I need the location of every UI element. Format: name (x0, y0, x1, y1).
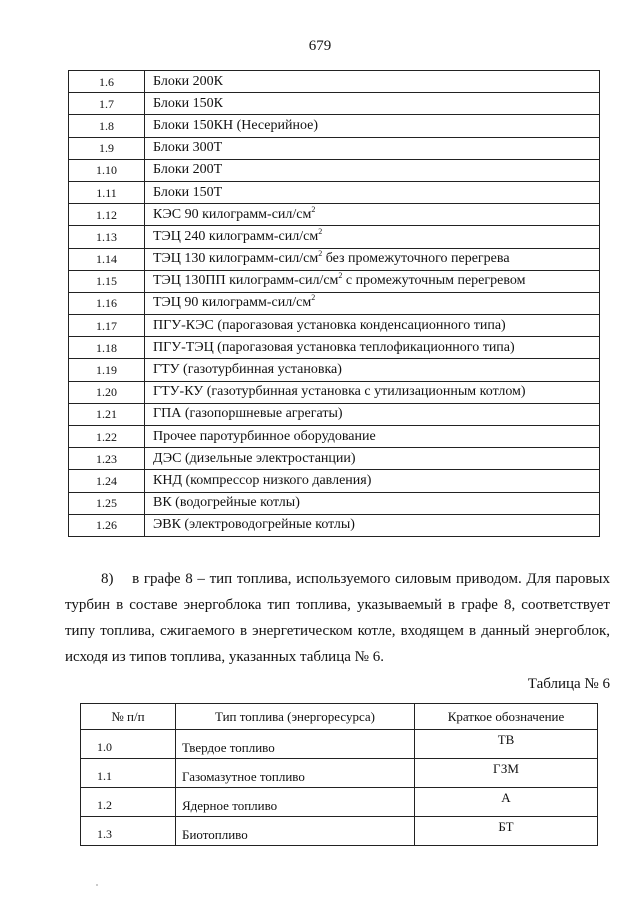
table-caption: Таблица № 6 (527, 676, 610, 692)
column-header-number: № п/п (81, 704, 176, 730)
row-name-cell (145, 292, 600, 314)
table-row (81, 817, 598, 846)
fuel-abbreviation: ТВ (415, 730, 598, 759)
paragraph-item-8 (65, 566, 610, 670)
superscript: 2 (318, 249, 323, 259)
paragraph-text: в графе 8 – тип топлива, используемого силовым приводом. Для паровых турбин в составе энергоблока тип топлива, указываемый в графе 8, соответствует типу топлива, сжигаемого в энергетическом котле, входящем в данный энергоблок, исходя из типов топлива, указанных таблица № 6. (65, 571, 611, 665)
table-row (81, 788, 598, 817)
row-name: Блоки 150Т (153, 184, 223, 200)
table-row (69, 292, 600, 314)
row-name-cell (145, 204, 600, 226)
row-name-cell (145, 426, 600, 448)
row-name: ЭВК (электроводогрейные котлы) (153, 517, 355, 533)
column-header-fuel-type: Тип топлива (энергоресурса) (176, 704, 415, 730)
equipment-type-table (68, 70, 600, 537)
row-number: 1.20 (69, 381, 145, 403)
paragraph-number: 8) (101, 571, 114, 587)
row-name: ТЭЦ 240 килограмм-сил/см (153, 228, 319, 244)
row-name: Блоки 200К (153, 73, 223, 89)
row-name-cell (145, 93, 600, 115)
row-name-cell (145, 492, 600, 514)
table-row (69, 270, 600, 292)
row-number: 1.22 (69, 426, 145, 448)
superscript: 2 (311, 293, 316, 303)
row-name: КНД (компрессор низкого давления) (153, 472, 372, 488)
row-name: Блоки 150К (153, 95, 223, 111)
row-name: Блоки 150КН (Несерийное) (153, 117, 319, 133)
fuel-type-name: Биотопливо (176, 817, 415, 846)
table-row (69, 337, 600, 359)
table-row (69, 403, 600, 425)
row-number: 1.23 (69, 448, 145, 470)
table-row (69, 470, 600, 492)
row-name: КЭС 90 килограмм-сил/см (153, 206, 312, 222)
row-number: 1.0 (81, 730, 176, 759)
row-number: 1.9 (69, 137, 145, 159)
row-name: ДЭС (дизельные электростанции) (153, 450, 356, 466)
table-row (69, 514, 600, 536)
row-name-rest: без промежуточного перегрева (322, 251, 510, 267)
table-row (69, 181, 600, 203)
row-name-cell (145, 137, 600, 159)
table-row (69, 115, 600, 137)
row-number: 1.15 (69, 270, 145, 292)
row-name: Блоки 200Т (153, 162, 223, 178)
table-row (69, 492, 600, 514)
row-number: 1.3 (81, 817, 176, 846)
row-number: 1.11 (69, 181, 145, 203)
row-number: 1.2 (81, 788, 176, 817)
row-name-cell (145, 315, 600, 337)
fuel-abbreviation: А (415, 788, 598, 817)
row-number: 1.12 (69, 204, 145, 226)
row-name-cell (145, 181, 600, 203)
table-row (69, 93, 600, 115)
row-number: 1.7 (69, 93, 145, 115)
row-name: ГПА (газопоршневые агрегаты) (153, 406, 343, 422)
table-row (69, 204, 600, 226)
superscript: 2 (338, 271, 343, 281)
row-name-cell (145, 381, 600, 403)
row-number: 1.19 (69, 359, 145, 381)
fuel-type-table (80, 703, 598, 846)
table-row (69, 226, 600, 248)
row-name: ГТУ (газотурбинная установка) (153, 362, 342, 378)
fuel-abbreviation: ГЗМ (415, 759, 598, 788)
scan-speck (96, 884, 98, 886)
page-number: 679 (308, 38, 332, 54)
row-name-cell (145, 514, 600, 536)
table-row (69, 71, 600, 93)
superscript: 2 (311, 204, 316, 214)
fuel-type-name: Ядерное топливо (176, 788, 415, 817)
row-name-cell (145, 115, 600, 137)
row-number: 1.24 (69, 470, 145, 492)
row-name-rest: с промежуточным перегревом (342, 273, 526, 289)
row-number: 1.13 (69, 226, 145, 248)
fuel-abbreviation: БТ (415, 817, 598, 846)
row-number: 1.1 (81, 759, 176, 788)
row-name: ТЭЦ 130 килограмм-сил/см (153, 251, 319, 267)
table-row (81, 730, 598, 759)
row-number: 1.6 (69, 71, 145, 93)
row-number: 1.25 (69, 492, 145, 514)
row-number: 1.16 (69, 292, 145, 314)
table-row (69, 426, 600, 448)
row-name-cell (145, 159, 600, 181)
table-row (69, 137, 600, 159)
table-row (69, 381, 600, 403)
row-name-cell (145, 71, 600, 93)
column-header-abbreviation: Краткое обозначение (415, 704, 598, 730)
row-number: 1.17 (69, 315, 145, 337)
row-name-cell (145, 270, 600, 292)
row-number: 1.14 (69, 248, 145, 270)
row-name: ТЭЦ 130ПП килограмм-сил/см (153, 273, 339, 289)
row-name-cell (145, 226, 600, 248)
row-name-cell (145, 359, 600, 381)
row-name-cell (145, 470, 600, 492)
table-row (69, 448, 600, 470)
row-number: 1.26 (69, 514, 145, 536)
row-number: 1.10 (69, 159, 145, 181)
fuel-type-name: Газомазутное топливо (176, 759, 415, 788)
superscript: 2 (318, 226, 323, 236)
table-header-row (81, 704, 598, 730)
table-row (81, 759, 598, 788)
row-name-cell (145, 337, 600, 359)
row-number: 1.8 (69, 115, 145, 137)
row-number: 1.18 (69, 337, 145, 359)
table-row (69, 248, 600, 270)
row-name-cell (145, 403, 600, 425)
row-name: Прочее паротурбинное оборудование (153, 428, 376, 444)
row-name: Блоки 300Т (153, 140, 223, 156)
row-name: ГТУ-КУ (газотурбинная установка с утилизационным котлом) (153, 384, 526, 400)
table-row (69, 159, 600, 181)
fuel-type-name: Твердое топливо (176, 730, 415, 759)
row-name: ВК (водогрейные котлы) (153, 495, 300, 511)
table-row (69, 359, 600, 381)
row-name-cell (145, 448, 600, 470)
row-number: 1.21 (69, 403, 145, 425)
row-name: ТЭЦ 90 килограмм-сил/см (153, 295, 312, 311)
row-name: ПГУ-ТЭЦ (парогазовая установка теплофикационного типа) (153, 339, 515, 355)
row-name: ПГУ-КЭС (парогазовая установка конденсационного типа) (153, 317, 506, 333)
row-name-cell (145, 248, 600, 270)
table-row (69, 315, 600, 337)
